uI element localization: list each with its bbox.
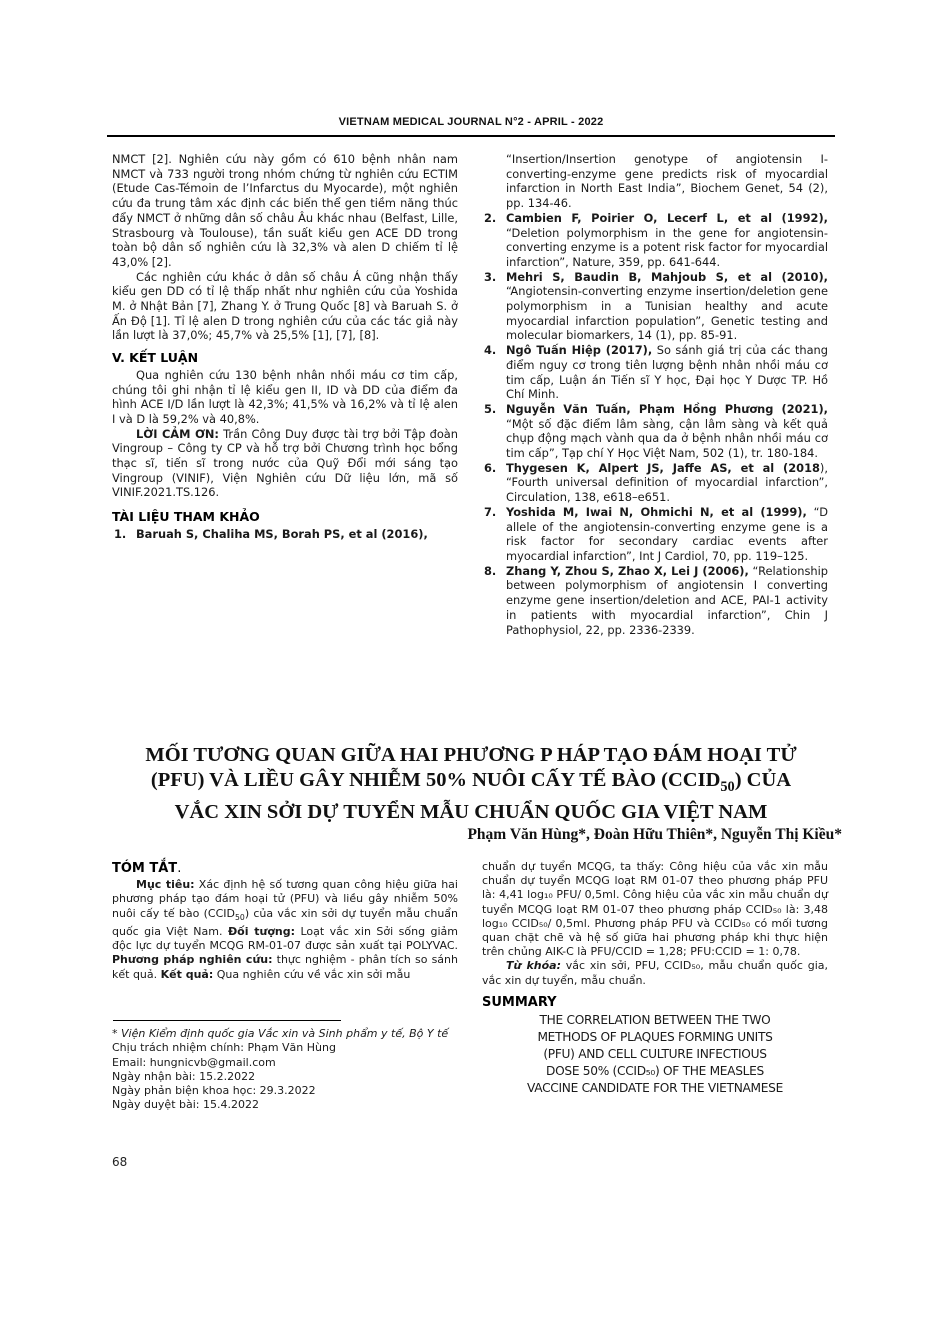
reference-authors: Nguyễn Văn Tuấn, Phạm Hồng Phương (2021), (506, 401, 828, 416)
reference-text: “Deletion polymorphism in the gene for angiotensin-converting enzyme is a potent risk factor for myocardial infarction”, Nature, 359, pp. 641-644. (506, 225, 828, 269)
reference-number: 1. (114, 526, 127, 541)
email: Email: hungnicvb@gmail.com (112, 1055, 276, 1069)
summary-title-line: METHODS OF PLAQUES FORMING UNITS (537, 1030, 773, 1045)
paragraph-ectim: NMCT [2]. Nghiên cứu này gồm có 610 bệnh nhân nam NMCT và 733 người trong nhóm chứng từ nghiên cứu ECTIM (Etude Cas-Témoin de l’Infarctus du Myocarde), một nghiên cứu đa trung tâm xác định các biến thể gen tiềm năng thúc đẩy NMCT ở những dân số châu Âu khác nhau (Belfast, Lille, Strasbourg và Toulouse), tần suất kiểu gen ACE DD trong toàn bộ dân số nghiên cứu là 32,3% và alen D chiếm tỉ lệ 43,0% [2]. (112, 152, 458, 269)
result-label: Kết quả: (160, 967, 214, 981)
running-header: VIETNAM MEDICAL JOURNAL N°2 - APRIL - 2022 (338, 116, 604, 128)
responsible-author: Chịu trách nhiệm chính: Phạm Văn Hùng (112, 1041, 336, 1055)
title-line-1: MỐI TƯƠNG QUAN GIỮA HAI PHƯƠNG P HÁP TẠO ĐÁM HOẠI TỬ (145, 744, 797, 766)
reference-item-5 (482, 402, 828, 461)
keywords-label: Từ khóa: (506, 959, 561, 973)
abstract-heading-dot: . (177, 861, 182, 876)
summary-title-line: DOSE 50% (CCID₅₀) OF THE MEASLES (546, 1064, 764, 1079)
acknowledgement-label: LỜI CẢM ƠN: (136, 426, 219, 441)
reference-number: 5. (484, 401, 497, 416)
article-title (110, 743, 832, 825)
reference-authors: Zhang Y, Zhou S, Zhao X, Lei J (2006), (506, 563, 749, 578)
keywords (482, 959, 828, 987)
conclusion-text: Qua nghiên cứu 130 bệnh nhân nhồi máu cơ tim cấp, chúng tôi ghi nhận tỉ lệ kiểu gen II, ID và DD của điểm đa hình ACE I/D lần lượt là 42,3%; 41,5% và 16,2% và tỉ lệ alen I và D là 59,2% và 40,8%. (112, 367, 458, 426)
summary-title-line: (PFU) AND CELL CULTURE INFECTIOUS (543, 1047, 767, 1062)
result-text: Qua nghiên cứu về vắc xin sởi mẫu (213, 967, 411, 981)
title-line-2 (110, 768, 832, 800)
subject-text: Loạt vắc xin Sởi sống giảm độc lực dự tuyển MCQG RM-01-07 được sản xuất tại POLYVAC. (112, 925, 458, 953)
reference-text: ), “Fourth universal definition of myocardial infarction”, Circulation, 138, e618–e651. (506, 460, 828, 505)
reference-number: 4. (484, 343, 497, 358)
footnote-rule (113, 1020, 341, 1021)
keywords-text: vắc xin sởi, PFU, CCID₅₀, mẫu chuẩn quốc gia, vắc xin dự tuyển, mẫu chuẩn. (482, 959, 828, 987)
conclusion-heading: V. KẾT LUẬN (112, 350, 199, 366)
method-text: thực nghiệm - phân tích so sánh kết quả. (112, 953, 458, 981)
reference-item-2 (482, 211, 828, 270)
title-line-2-text: (PFU) VÀ LIỀU GÂY NHIỄM 50% NUÔI CẤY TẾ BÀO (CCID (150, 769, 721, 791)
reference-authors: Baruah S, Chaliha MS, Borah PS, et al (2016), (136, 526, 428, 541)
acknowledgement-text: Trần Công Duy được tài trợ bởi Tập đoàn Vingroup – Công ty CP và hỗ trợ bởi Chương trình học bổng thạc sĩ, tiến sĩ trong nước của Quỹ Đổi mới sáng tạo Vingroup (VINIF), Viện Nghiên cứu Dữ liệu lớn, mã số VINIF.2021.TS.126. (112, 426, 458, 500)
abstract-heading-text: TÓM TẮT (112, 861, 178, 876)
title-subscript: 50 (720, 779, 735, 796)
reference-number: 2. (484, 210, 497, 225)
article-authors: Phạm Văn Hùng*, Đoàn Hữu Thiên*, Nguyễn Thị Kiều* (467, 826, 842, 843)
affiliation: * Viện Kiểm định quốc gia Vắc xin và Sinh phẩm y tế, Bộ Y tế (112, 1027, 449, 1040)
date-received: Ngày nhận bài: 15.2.2022 (112, 1069, 256, 1083)
abstract-right (482, 860, 828, 1097)
header-rule (107, 135, 835, 137)
abstract-left (112, 862, 458, 982)
date-accepted: Ngày duyệt bài: 15.4.2022 (112, 1098, 259, 1112)
summary-title-line: THE CORRELATION BETWEEN THE TWO (539, 1013, 771, 1028)
reference-text: “Relationship between polymorphism of angiotensin I converting enzyme gene insertion/deletion and ACE, PAI-1 activity in patients with myocardial infarction”, Chin J Pathophysiol, 22, pp. 2336-2339. (506, 563, 828, 637)
abstract-heading (112, 862, 458, 876)
reference-item-4 (482, 343, 828, 402)
date-reviewed: Ngày phản biện khoa học: 29.3.2022 (112, 1084, 316, 1098)
reference-text: “Một số đặc điểm lâm sàng, cận lâm sàng và kết quả chụp động mạch vành qua da ở bệnh nhân nhồi máu cơ tim cấp”, Tạp chí Y Học Việt Nam, 502 (1), tr. 180-184. (506, 416, 828, 461)
reference-item-8 (482, 564, 828, 638)
reference-authors: Cambien F, Poirier O, Lecerf L, et al (1992), (506, 210, 828, 225)
reference-item-3 (482, 270, 828, 344)
reference-number: 3. (484, 269, 497, 284)
reference-item-7 (482, 505, 828, 564)
reference-number: 8. (484, 563, 497, 578)
reference-number: 6. (484, 460, 497, 475)
reference-item-1 (112, 527, 458, 542)
reference-authors: Mehri S, Baudin B, Mahjoub S, et al (2010), (506, 269, 828, 284)
reference-text: So sánh giá trị của các thang điểm nguy cơ trong tiên lượng bệnh nhân nhồi máu cơ tim cấp, Luận án Tiến sĩ Y học, Đại học Y Dược TP. Hồ Chí Minh. (506, 343, 829, 402)
reference-authors: Thygesen K, Alpert JS, Jaffe AS, et al (2018 (506, 460, 820, 475)
abstract-body (112, 878, 458, 982)
method-label: Phương pháp nghiên cứu: (112, 953, 273, 967)
title-line-3: VẮC XIN SỞI DỰ TUYỂN MẪU CHUẨN QUỐC GIA VIỆT NAM (174, 801, 768, 824)
footnote (112, 1027, 464, 1113)
acknowledgement (112, 427, 458, 501)
objective-subscript: 50 (235, 912, 245, 922)
summary-heading: SUMMARY (482, 994, 557, 1010)
subject-label: Đối tượng: (227, 925, 296, 938)
objective-label: Mục tiêu: (136, 878, 195, 892)
page-number: 68 (112, 1155, 128, 1169)
right-column-top (482, 152, 828, 637)
title-line-2-end: ) CỦA (734, 769, 792, 791)
left-column-top (112, 152, 458, 542)
objective-text: Xác định hệ số tương quan công hiệu giữa hai phương pháp tạo đám hoại tử (PFU) và liều gây nhiễm 50% nuôi cấy tế bào (CCID (112, 878, 458, 920)
reference-number: 7. (484, 504, 497, 519)
objective-end: ) của vắc xin sởi dự tuyển mẫu chuẩn quốc gia Việt Nam. (112, 906, 458, 938)
reference-text: “Angiotensin-converting enzyme insertion/deletion gene polymorphism in a Tunisian healthy and acute myocardial infarction population”, Genetic testing and molecular biomarkers, 14 (1), pp. 85-91. (506, 284, 828, 343)
reference-item-6 (482, 461, 828, 505)
reference-authors: Yoshida M, Iwai N, Ohmichi N, et al (1999), (506, 504, 807, 519)
reference-1-continued: “Insertion/Insertion genotype of angiotensin I-converting-enzyme gene predicts risk of myocardial infarction in North East India”, Biochem Genet, 54 (2), pp. 134-46. (506, 152, 828, 211)
summary-title (482, 1012, 828, 1097)
paragraph-asia: Các nghiên cứu khác ở dân số châu Á cũng nhận thấy kiểu gen DD có tỉ lệ thấp nhất như nghiên cứu của Yoshida M. ở Nhật Bản [7], Zhang Y. ở Trung Quốc [8] và Baruah S. ở Ấn Độ [1]. Tỉ lệ alen D trong nghiên cứu của các tác giả này lần lượt là 37,0%; 45,7% và 25,5% [1], [7], [8]. (112, 269, 458, 343)
references-heading: TÀI LIỆU THAM KHẢO (112, 509, 260, 525)
reference-text: “D allele of the angiotensin-converting enzyme gene is a risk factor for secondary cardiac events after myocardial infarction”, Int J Cardiol, 70, pp. 119–125. (506, 504, 828, 563)
summary-title-line: VACCINE CANDIDATE FOR THE VIETNAMESE (526, 1081, 784, 1096)
result-continued: chuẩn dự tuyển MCQG, ta thấy: Công hiệu của vắc xin mẫu chuẩn dự tuyển MCQG loạt RM 01-07 theo phương pháp PFU là: 4,41 log₁₀ PFU/ 0,5ml. Công hiệu của vắc xin mẫu chuẩn dự tuyển MCQG loạt RM 01-07 theo phương pháp CCID₅₀ là: 3,48 log₁₀ CCID₅₀/ 0,5ml. Phương pháp PFU và CCID₅₀ có mối tương quan chặt chẽ và hệ số giữa hai phương pháp khi thực hiện trên chủng AIK-C là PFU/CCID = 1,28; PFU:CCID = 1: 0,78. (482, 860, 828, 959)
reference-authors: Ngô Tuấn Hiệp (2017), (506, 343, 653, 358)
